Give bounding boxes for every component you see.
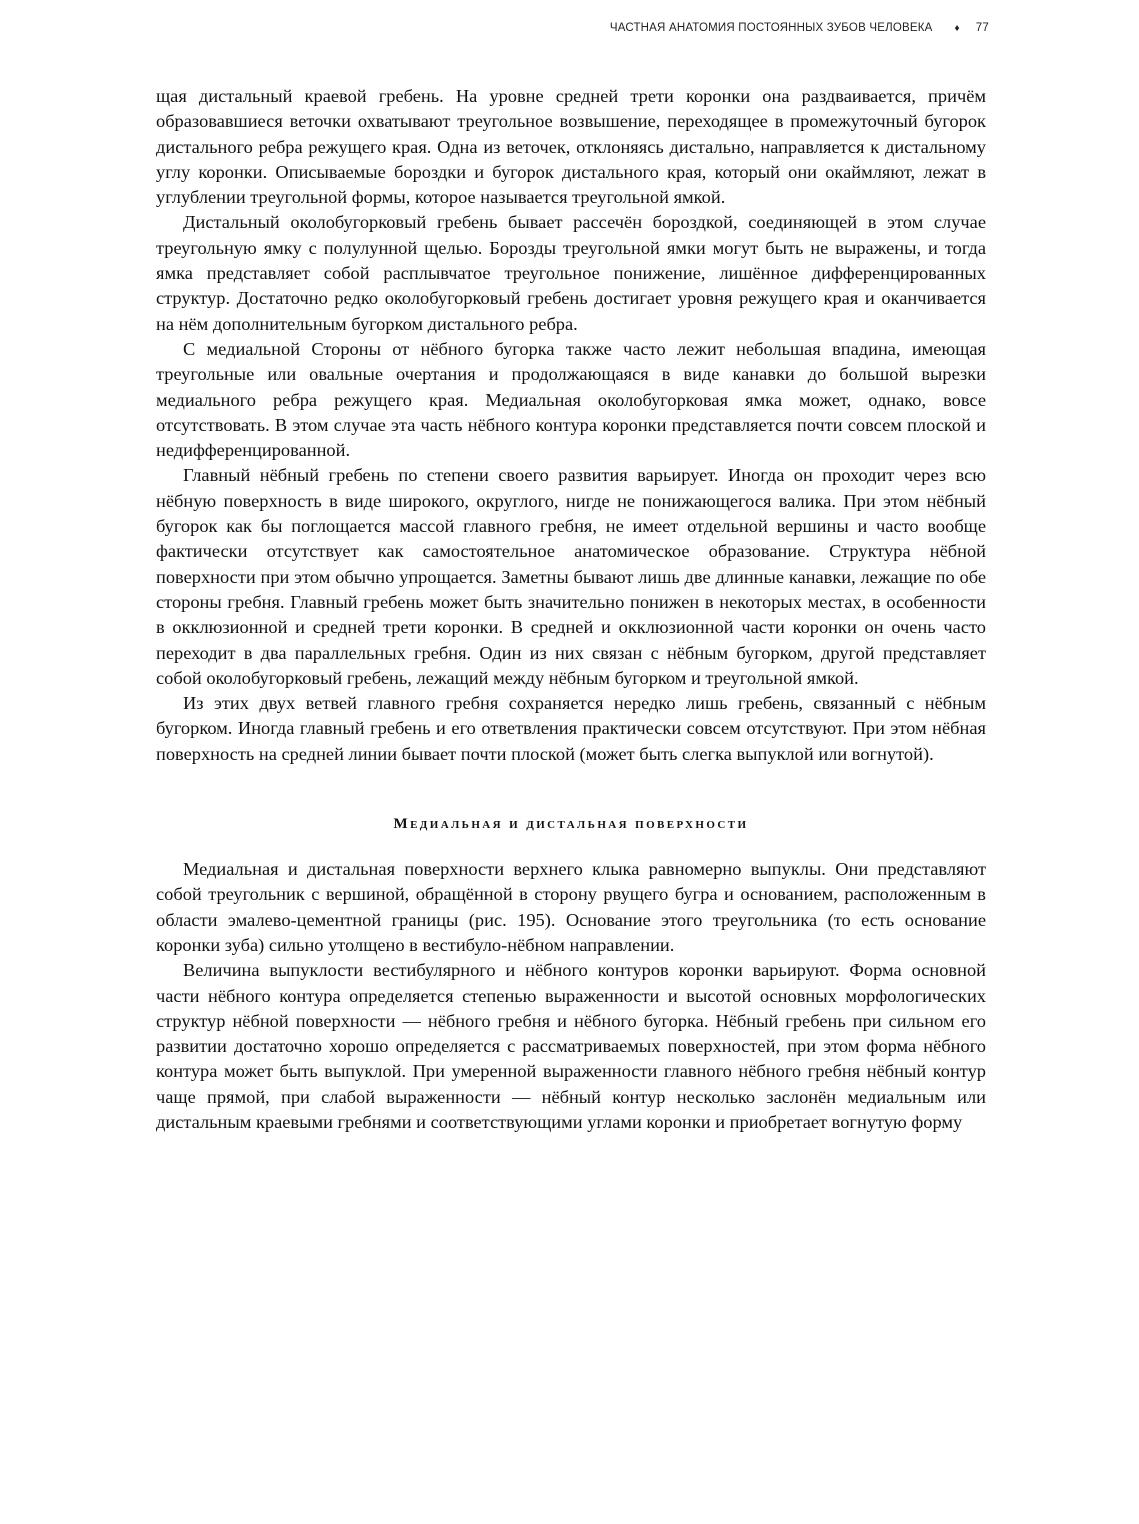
running-header [610,22,989,34]
page-number: 77 [975,22,989,34]
section-heading: Медиальная и дистальная поверхности [393,816,749,833]
paragraph: Из этих двух ветвей главного гребня сохраняется нередко лишь гребень, связанный с нёбным бугорком. Иногда главный гребень и его ответвления практически совсем отсутствуют. При этом нёбная поверхность на средней линии бывает почти плоской (может быть слегка выпуклой или вогнутой). [156,693,986,764]
page-body [156,84,986,1135]
paragraph: Величина выпуклости вестибулярного и нёбного контуров коронки варьируют. Форма основной части нёбного контура определяется степенью выраженности и высотой основных морфологических структур нёбной поверхности — нёбного гребня и нёбного бугорка. Нёбный гребень при сильном его развитии достаточно хорошо определяется с рассматриваемых поверхностей, при этом форма нёбного контура может быть выпуклой. При умеренной выраженности главного нёбного гребня нёбный контур чаще прямой, при слабой выраженности — нёбный контур несколько заслонён медиальным или дистальным краевыми гребнями и соответствующими углами коронки и приобретает вогнутую форму [156,960,986,1132]
paragraph: С медиальной Стороны от нёбного бугорка также часто лежит небольшая впадина, имеющая треугольные или овальные очертания и продолжающаяся в виде канавки до большой вырезки медиального ребра режущего края. Медиальная околобугорковая ямка может, однако, вовсе отсутствовать. В этом случае эта часть нёбного контура коронки представляется почти совсем плоской и недифференцированной. [156,338,986,461]
paragraph-continuation: щая дистальный краевой гребень. На уровне средней трети коронки она раздваивается, причём образовавшиеся веточки охватывают треугольное возвышение, переходящее в промежуточный бугорок дистального ребра режущего края. Одна из веточек, отклоняясь дистально, направляется к дистальному углу коронки. Описываемые бороздки и бугорок дистального края, который они окаймляют, лежат в углублении треугольной формы, которое называется треугольной ямкой. [156,86,986,208]
paragraph: Главный нёбный гребень по степени своего развития варьирует. Иногда он проходит через всю нёбную поверхность в виде широкого, округлого, нигде не понижающегося валика. При этом нёбный бугорок как бы поглощается массой главного гребня, не имеет отдельной вершины и часто вообще фактически отсутствует как самостоятельное анатомическое образование. Структура нёбной поверхности при этом обычно упрощается. Заметны бывают лишь две длинные канавки, лежащие по обе стороны гребня. Главный гребень может быть значительно понижен в некоторых местах, в особенности в окклюзионной и средней трети коронки. В средней и окклюзионной части коронки он очень часто переходит в два параллельных гребня. Один из них связан с нёбным бугорком, другой представляет собой околобугорковый гребень, лежащий между нёбным бугорком и треугольной ямкой. [156,465,986,688]
paragraph: Медиальная и дистальная поверхности верхнего клыка равномерно выпуклы. Они представляют собой треугольник с вершиной, обращённой в сторону рвущего бугра и основанием, расположенным в области эмалево-цементной границы (рис. 195). Основание этого треугольника (то есть основание коронки зуба) сильно утолщено в вестибуло-нёбном направлении. [156,859,986,955]
diamond-separator-icon: ♦ [954,22,960,34]
running-title: ЧАСТНАЯ АНАТОМИЯ ПОСТОЯННЫХ ЗУБОВ ЧЕЛОВЕКА [609,22,933,34]
paragraph: Дистальный околобугорковый гребень бывает рассечён бороздкой, соединяющей в этом случае треугольную ямку с полулунной щелью. Борозды треугольной ямки могут быть не выражены, и тогда ямка представляет собой расплывчатое треугольное понижение, лишённое дифференцированных структур. Достаточно редко околобугорковый гребень достигает уровня режущего края и оканчивается на нём дополнительным бугорком дистального ребра. [156,212,986,334]
